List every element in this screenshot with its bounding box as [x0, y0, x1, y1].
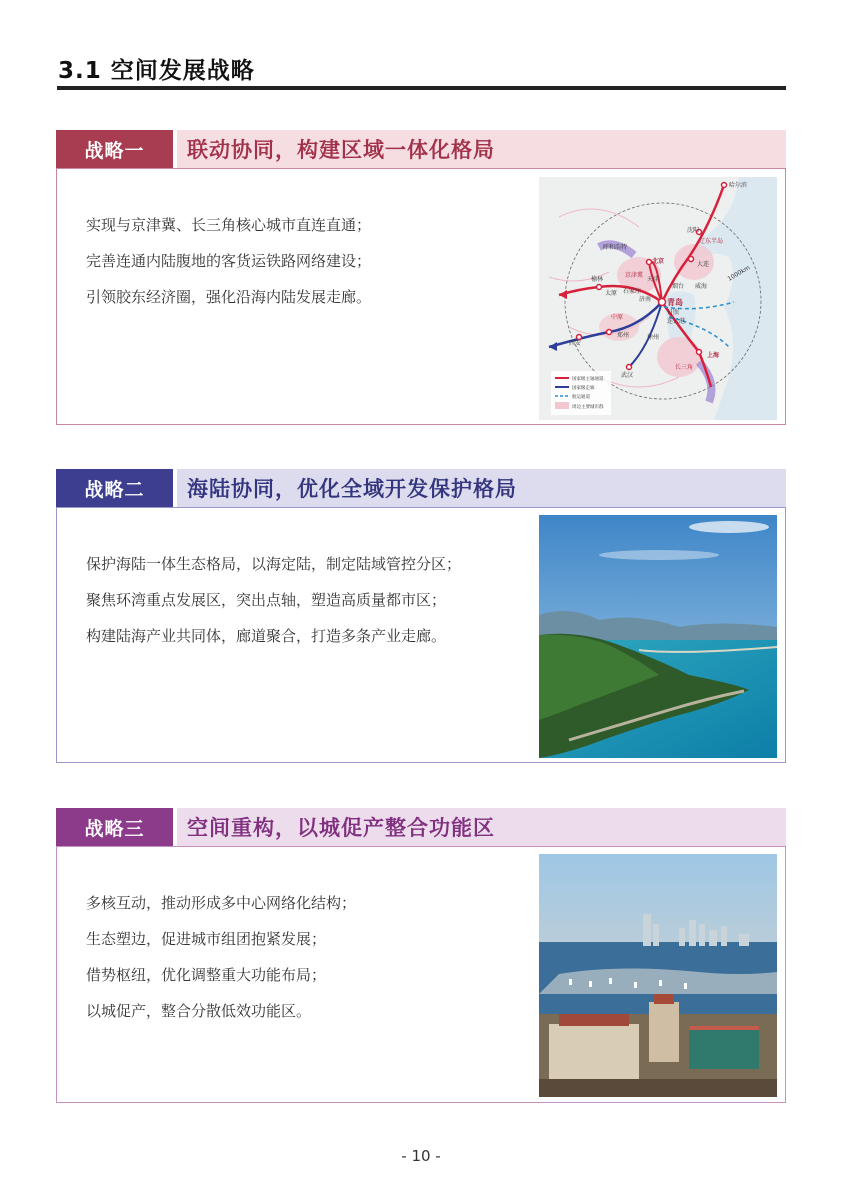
strategy-1-line-1: 实现与京津冀、长三角核心城市直连直通； [86, 216, 372, 234]
map-label-lianyungang: 连云港 [667, 318, 686, 325]
map-label-jingjinji: 京津冀 [625, 272, 644, 279]
strategy-3-header [56, 808, 786, 846]
title-rule [57, 86, 786, 90]
map-label-jinan: 济南 [639, 296, 652, 303]
legend-shipping: 航运通道 [572, 395, 590, 400]
map-label-wuhan: 武汉 [621, 372, 634, 379]
map-label-dalian: 大连 [697, 261, 710, 268]
map-label-beijing: 北京 [652, 258, 665, 265]
map-label-zhongyuan: 中原 [611, 314, 624, 321]
strategy-2-text [86, 546, 461, 654]
map-label-yulin: 榆林 [591, 276, 604, 283]
strategy-3-text [86, 885, 356, 1029]
strategy-3-line-1: 多核互动，推动形成多中心网络化结构； [86, 894, 357, 912]
strategy-1-header [56, 130, 786, 168]
strategy-1-line-2: 完善连通内陆腹地的客货运铁路网络建设； [86, 252, 372, 270]
city-skyline-photo [539, 854, 777, 1097]
map-label-weihai: 威海 [695, 283, 708, 290]
map-label-xian: 西安 [569, 340, 582, 347]
strategy-1-line-3: 引领胶东经济圈，强化沿海内陆发展走廊。 [86, 288, 372, 306]
strategy-2-line-1: 保护海陆一体生态格局，以海定陆，制定陆域管控分区； [86, 555, 462, 573]
strategy-3-headline: 空间重构，以城促产整合功能区 [177, 808, 786, 846]
map-label-yantai: 烟台 [672, 283, 685, 290]
map-label-qingdao: 青岛 [667, 298, 683, 307]
page-number: - 10 - [401, 1147, 441, 1165]
map-label-changsanjiao: 长三角 [675, 364, 694, 371]
strategy-1-text [86, 207, 371, 315]
section-title: 3.1 空间发展战略 [58, 58, 255, 84]
strategy-2-headline: 海陆协同，优化全域开发保护格局 [177, 469, 786, 507]
map-label-xuzhou: 徐州 [647, 334, 660, 341]
map-label-liaodong: 辽东半岛 [699, 238, 724, 245]
coastline-photo [539, 515, 777, 758]
strategy-2-tag: 战略二 [56, 469, 173, 507]
map-label-shijiazhuang: 石家庄 [623, 288, 642, 295]
map-label-harbin: 哈尔滨 [729, 182, 748, 189]
strategy-3-body [56, 846, 786, 1103]
strategy-2-body [56, 507, 786, 763]
strategy-2-header [56, 469, 786, 507]
strategy-1-headline: 联动协同，构建区域一体化格局 [177, 130, 786, 168]
map-label-tianjin: 天津 [647, 276, 660, 283]
strategy-1-tag: 战略一 [56, 130, 173, 168]
map-label-shenyang: 沈阳 [687, 227, 700, 234]
strategy-1-body [56, 168, 786, 425]
map-label-rizhao: 日照 [667, 309, 680, 316]
strategy-3-tag: 战略三 [56, 808, 173, 846]
strategy-3-line-4: 以城促产，整合分散低效功能区。 [86, 1002, 312, 1020]
map-legend [551, 371, 611, 415]
map-label-hohhot: 呼和浩特 [603, 244, 628, 251]
regional-map [539, 177, 777, 420]
map-label-taiyuan: 太原 [605, 290, 618, 297]
legend-city-clusters: 周边主要城市群 [572, 405, 604, 410]
map-label-shanghai: 上海 [707, 352, 720, 359]
map-label-zhengzhou: 郑州 [617, 332, 630, 339]
legend-national-corridor: 国家级走廊 [572, 386, 595, 391]
legend-national-axis: 国家级主轴通道 [572, 377, 604, 382]
map-label-distance: 1000km [726, 264, 752, 283]
strategy-3-line-2: 生态塑边，促进城市组团抱紧发展； [86, 930, 327, 948]
strategy-3-line-3: 借势枢纽，优化调整重大功能布局； [86, 966, 327, 984]
strategy-2-line-2: 聚焦环湾重点发展区，突出点轴，塑造高质量都市区； [86, 591, 447, 609]
strategy-2-line-3: 构建陆海产业共同体，廊道聚合，打造多条产业走廊。 [86, 627, 447, 645]
